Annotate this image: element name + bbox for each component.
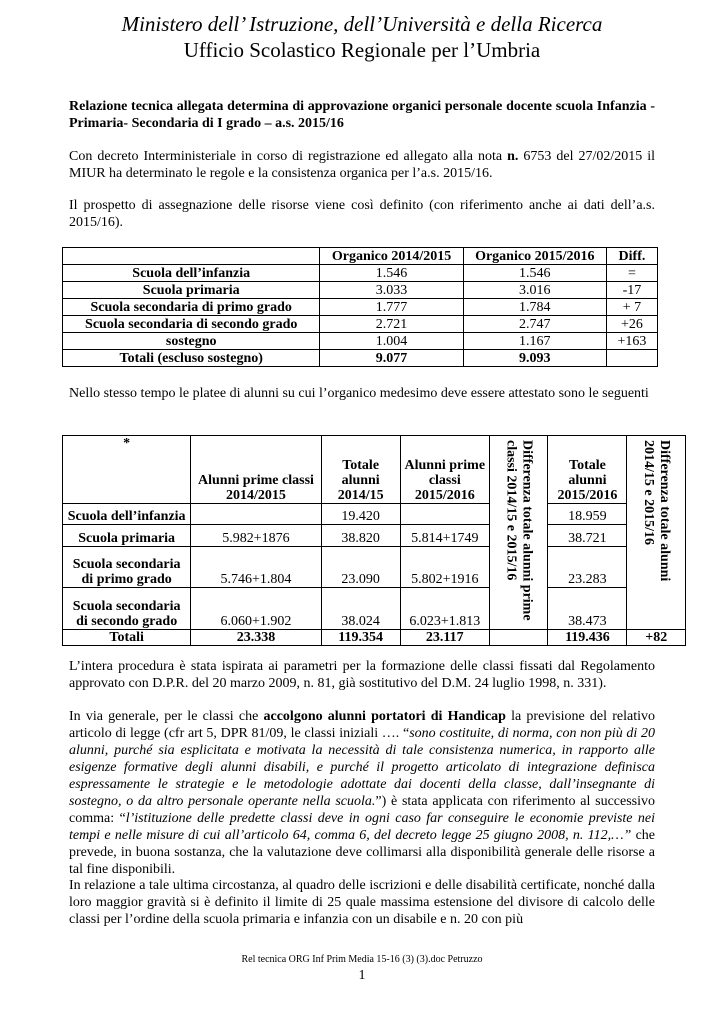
table-total-row [63, 630, 686, 646]
page-footer: Rel tecnica ORG Inf Prim Media 15-16 (3) (3).doc Petruzzo [241, 954, 483, 965]
table-cell: 19.420 [321, 504, 400, 525]
table-cell: 38.473 [548, 588, 627, 630]
table-cell: 119.436 [548, 630, 627, 646]
decree-text-a: Con decreto Interministeriale in corso di registrazione ed allegato alla nota [69, 149, 508, 164]
table-header-cell: Totale alunni 2015/2016 [548, 436, 627, 504]
table-header-row [63, 436, 686, 504]
ministry-header: Ministero dell’ Istruzione, dell’Università e della Ricerca [121, 12, 603, 36]
students-table [62, 435, 686, 646]
table-header-cell: Totale alunni 2014/15 [321, 436, 400, 504]
vertical-header-cell [627, 436, 686, 630]
row-label: Scuola secondaria di secondo grado [63, 316, 320, 333]
table-corner-cell: * [63, 436, 191, 504]
table-cell [400, 504, 489, 525]
handicap-text-b: la previsione del relativo articolo di legge (cfr art 5, DPR 81/09, le classi iniziali …. “ [69, 709, 655, 741]
paragraph-decree [69, 148, 655, 182]
table-cell: 3.016 [463, 282, 606, 299]
table-cell: 38.820 [321, 525, 400, 546]
row-label: Scuola secondaria di primo grado [63, 546, 191, 588]
row-label: Scuola secondaria di secondo grado [63, 588, 191, 630]
decree-text-b: 6753 del 27/02/2015 il MIUR ha determinato le regole e la consistenza organica per l’a.s. 2015/16. [69, 149, 655, 181]
table-total-row [63, 350, 658, 367]
table-header-cell: Alunni prime classi 2015/2016 [400, 436, 489, 504]
table-cell: 2.721 [320, 316, 463, 333]
paragraph-students: Nello stesso tempo le platee di alunni su cui l’organico medesimo deve essere attestato sono le seguenti [69, 386, 649, 401]
staff-table [62, 247, 658, 367]
paragraph-handicap [69, 708, 655, 878]
table-cell: 23.117 [400, 630, 489, 646]
row-label: Totali (escluso sostegno) [63, 350, 320, 367]
table-cell: 1.004 [320, 333, 463, 350]
table-cell: 9.093 [463, 350, 606, 367]
table-row [63, 333, 658, 350]
table-cell: 6.060+1.902 [191, 588, 321, 630]
handicap-bold: accolgono alunni portatori di Handicap [263, 709, 506, 724]
table-header-row [63, 248, 658, 265]
row-label: Totali [63, 630, 191, 646]
table-header-cell: Alunni prime classi 2014/2015 [191, 436, 321, 504]
table-cell: 1.777 [320, 299, 463, 316]
table-header-cell: Diff. [606, 248, 657, 265]
paragraph-procedure: L’intera procedura è stata ispirata ai parametri per la formazione delle classi fissati dal Regolamento approvato con D.P.R. del 20 marzo 2009, n. 81, già sostitutivo del D.M. 24 luglio 1998, n. 331). [69, 659, 655, 691]
page-number: 1 [358, 968, 366, 983]
table-cell: 2.747 [463, 316, 606, 333]
handicap-text-c: ”) è stata applicata con riferimento al successivo comma: “ [69, 794, 656, 826]
document-title: Relazione tecnica allegata determina di approvazione organici personale docente scuola Infanzia -Primaria- Secondaria di I grado – a.s. 2015/16 [69, 99, 655, 131]
table-header-cell [63, 248, 320, 265]
table-cell: 23.090 [321, 546, 400, 588]
table-cell: 5.982+1876 [191, 525, 321, 546]
table-header-cell: Organico 2014/2015 [320, 248, 463, 265]
table-cell: -17 [606, 282, 657, 299]
table-cell: 5.814+1749 [400, 525, 489, 546]
table-row [63, 546, 686, 588]
office-header: Ufficio Scolastico Regionale per l’Umbria [183, 38, 541, 62]
table-cell: 5.802+1916 [400, 546, 489, 588]
table-cell: + 7 [606, 299, 657, 316]
row-label: Scuola secondaria di primo grado [63, 299, 320, 316]
table-cell: 9.077 [320, 350, 463, 367]
table-cell: +163 [606, 333, 657, 350]
row-label: Scuola dell’infanzia [63, 504, 191, 525]
table-cell: 1.546 [320, 265, 463, 282]
table-cell [606, 350, 657, 367]
table-cell: 38.024 [321, 588, 400, 630]
handicap-text-d: che prevede, in buona sostanza, che la valutazione deve collimarsi alla disponibilità generale delle risorse a tal fine disponibili. [69, 828, 655, 877]
table-cell: 119.354 [321, 630, 400, 646]
table-row [63, 504, 686, 525]
handicap-quote-a: sono costituite, di norma, con non più di 20 alunni, purché sia esplicitata e motivata la necessità di tale consistenza numerica, in rapporto alle esigenze formative degli alunni disabili, e purché il progetto articolato di integrazione definisca espressamente le strategie e le metodologie adottate dai docenti della classe, dall’insegnante di sostegno, o da altro personale operante nella scuola. [69, 726, 656, 809]
table-row [63, 265, 658, 282]
vertical-header-text: Differenza totale alunni prime classi 2014/15 e 2015/16 [503, 440, 535, 621]
table-row [63, 282, 658, 299]
table-row [63, 588, 686, 630]
paragraph-prospect: Il prospetto di assegnazione delle risorse viene così definito (con riferimento anche ai dati dell’a.s. 2015/16). [69, 198, 655, 230]
paragraph-limits: In relazione a tale ultima circostanza, al quadro delle iscrizioni e delle disabilità certificate, nonché dalla loro maggior gravità si è definito il limite di 25 quale massima estensione del divisore di calcolo delle classi per l’ordine della scuola primaria e infanzia con un disabile e n. 20 con più [69, 878, 655, 927]
table-cell: 1.784 [463, 299, 606, 316]
table-row [63, 316, 658, 333]
table-cell: 1.546 [463, 265, 606, 282]
decree-n: n. [507, 149, 519, 164]
table-cell: +26 [606, 316, 657, 333]
vertical-header-cell [489, 436, 548, 630]
table-cell [191, 504, 321, 525]
handicap-quote-b: l’istituzione delle predette classi deve in ogni caso far conseguire le economie previste nei tempi e nelle misure di cui all’articolo 64, comma 6, del decreto legge 25 giugno 2008, n. 112,…” [69, 811, 655, 843]
table-cell: 23.338 [191, 630, 321, 646]
table-header-cell: Organico 2015/2016 [463, 248, 606, 265]
row-label: sostegno [63, 333, 320, 350]
table-cell: 3.033 [320, 282, 463, 299]
row-label: Scuola dell’infanzia [63, 265, 320, 282]
table-cell [489, 630, 548, 646]
table-cell: = [606, 265, 657, 282]
table-cell: 5.746+1.804 [191, 546, 321, 588]
table-cell: 18.959 [548, 504, 627, 525]
row-label: Scuola primaria [63, 282, 320, 299]
row-label: Scuola primaria [63, 525, 191, 546]
table-cell: 38.721 [548, 525, 627, 546]
table-cell: 6.023+1.813 [400, 588, 489, 630]
handicap-text-a: In via generale, per le classi che [69, 709, 264, 724]
table-cell: +82 [627, 630, 686, 646]
table-row [63, 299, 658, 316]
vertical-header-text: Differenza totale alunni 2014/15 e 2015/16 [641, 440, 673, 582]
table-cell: 23.283 [548, 546, 627, 588]
table-row [63, 525, 686, 546]
table-cell: 1.167 [463, 333, 606, 350]
